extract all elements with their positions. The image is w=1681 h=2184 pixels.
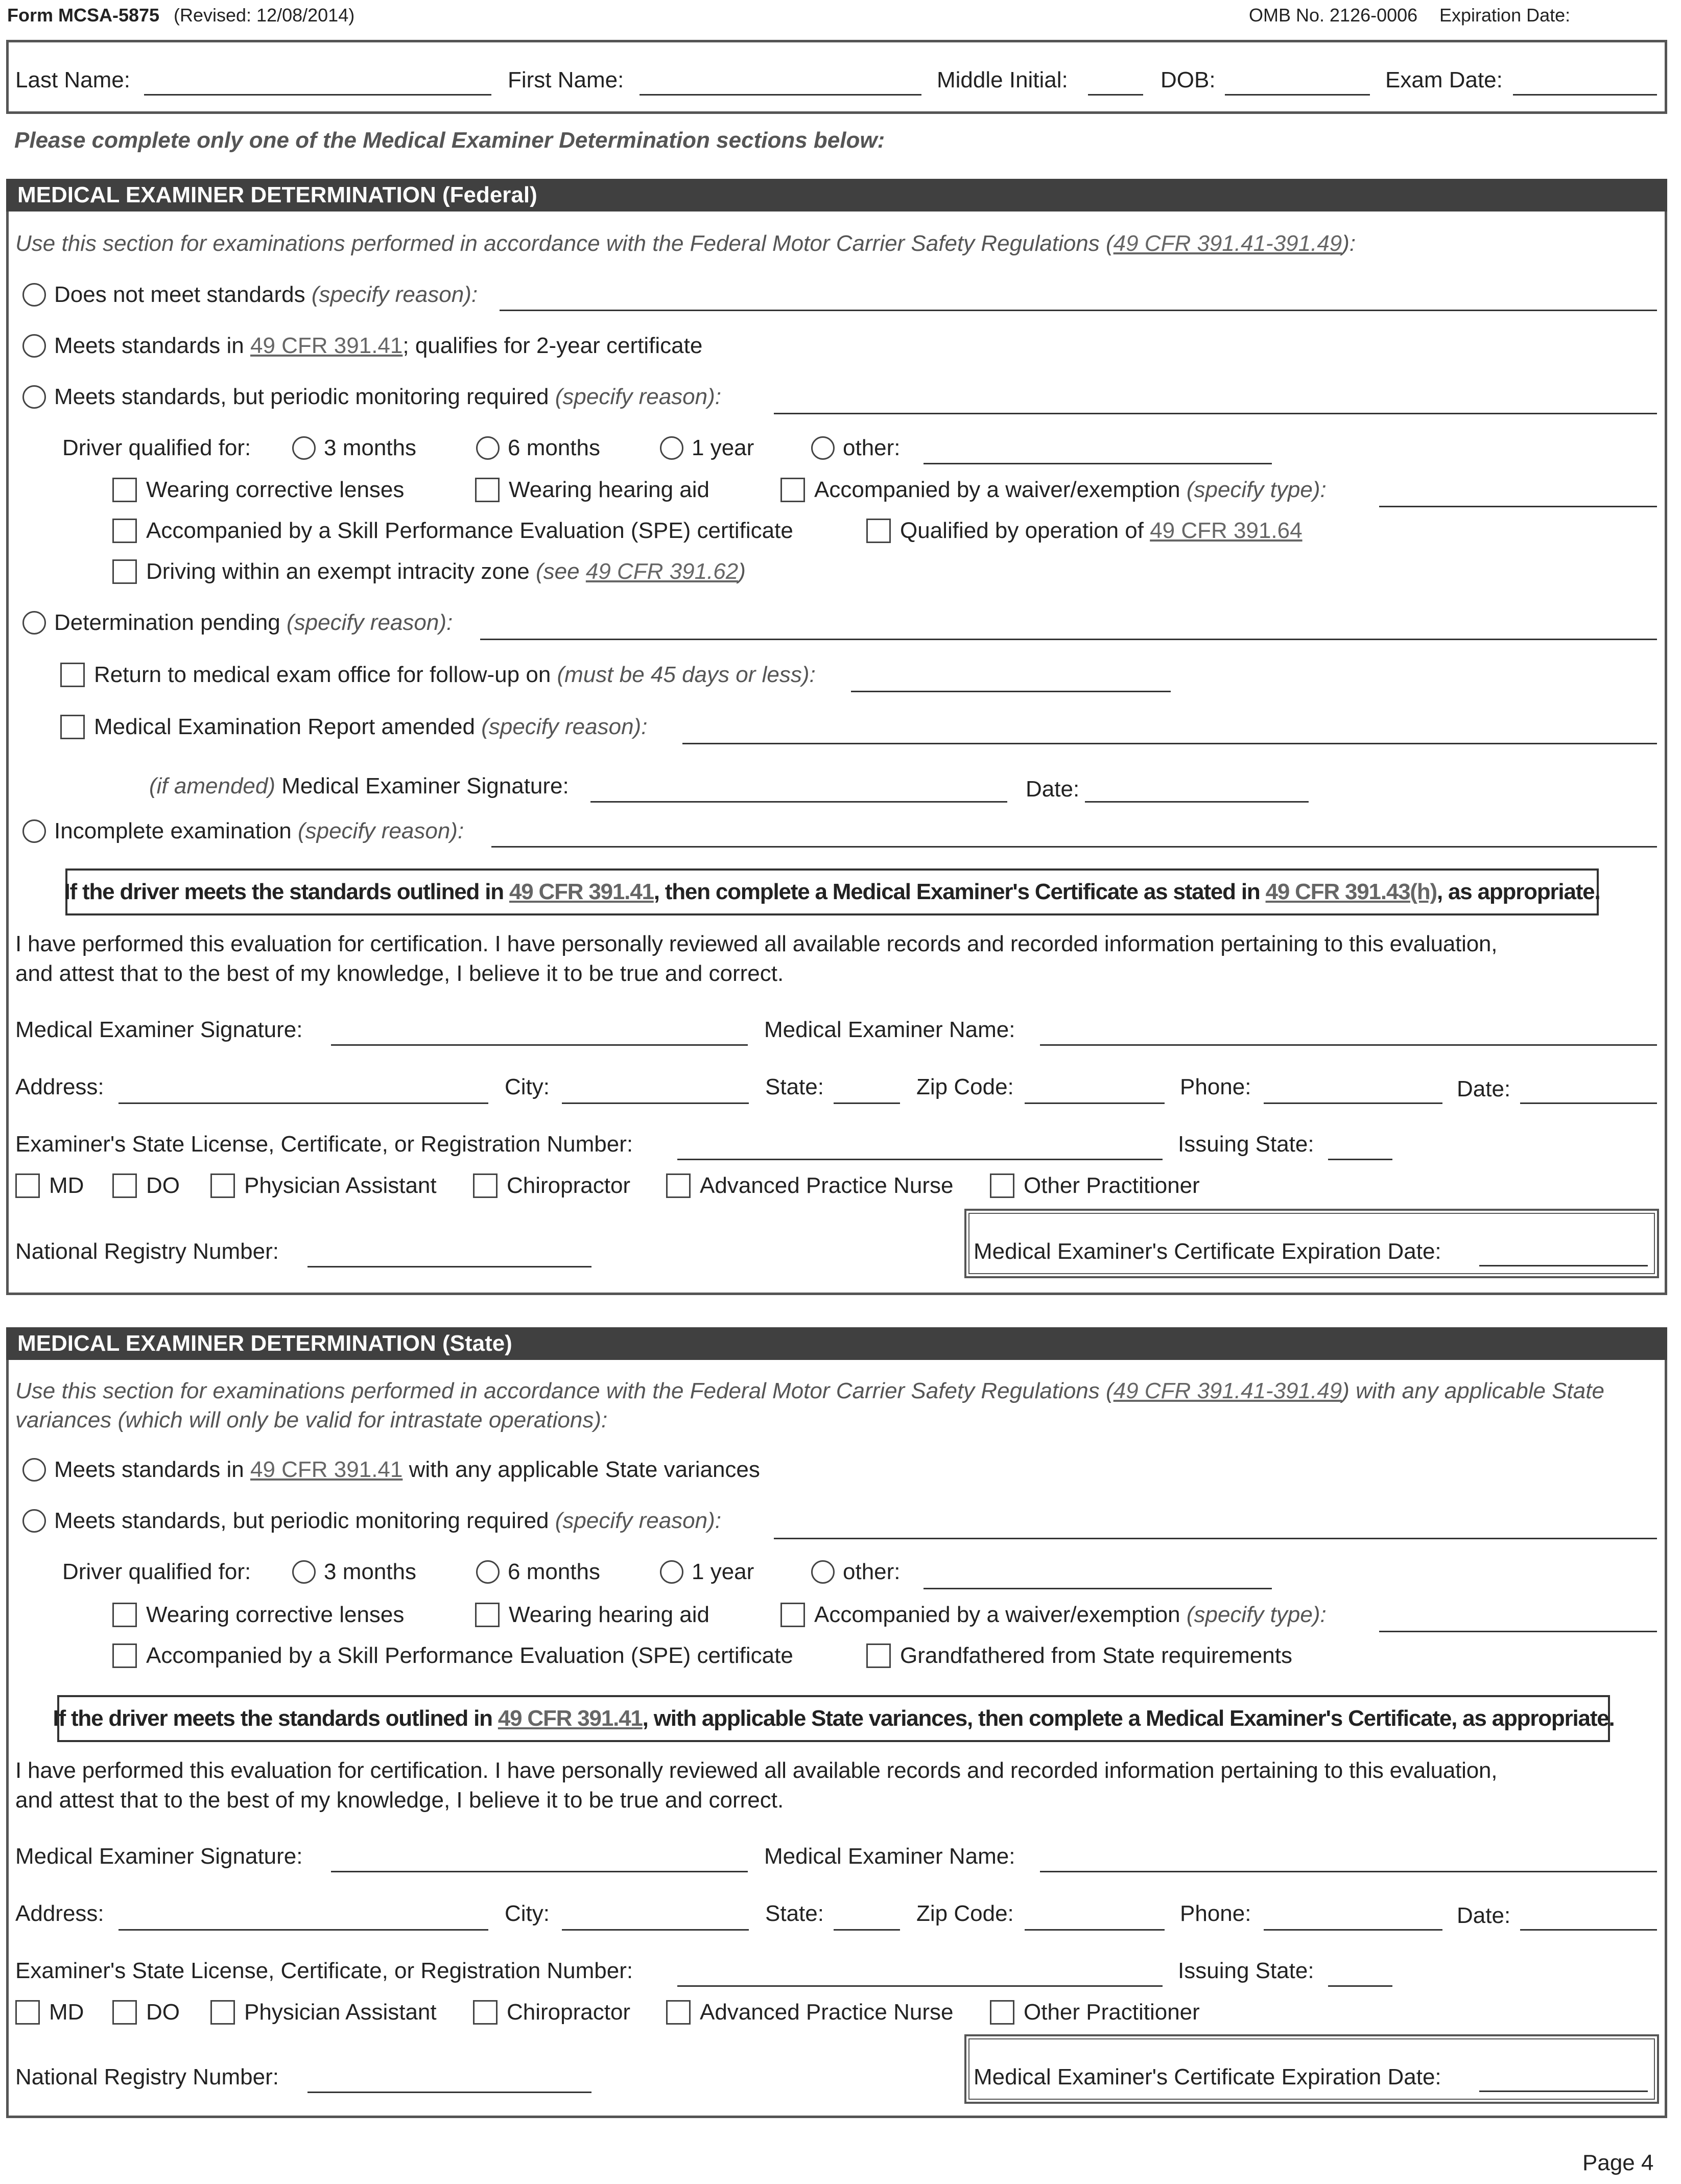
checkbox-state-spe-certificate[interactable] [112,1643,137,1668]
federal-zip-field[interactable] [1025,1102,1165,1104]
state-title: MEDICAL EXAMINER DETERMINATION (State) [6,1327,1667,1360]
does-not-meet-reason-field[interactable] [500,310,1657,311]
state-phone-field[interactable] [1264,1929,1442,1931]
amended-signature-field[interactable] [590,801,1007,803]
state-attest-line-2: and attest that to the best of my knowledge, I believe it to be true and correct. [15,1788,784,1813]
return-follow-up-label: Return to medical exam office for follow-up on [94,662,551,687]
federal-intro: Use this section for examinations performed in accordance with the Federal Motor Carrier Safety Regulations ( [15,231,1114,256]
hearing-aid-label: Wearing hearing aid [509,477,709,502]
federal-other-practitioner-label: Other Practitioner [1024,1173,1200,1198]
radio-incomplete-exam[interactable] [22,819,46,843]
state-advanced-practice-nurse-label: Advanced Practice Nurse [700,2000,954,2025]
periodic-monitoring-label: Meets standards, but periodic monitoring required [54,384,549,409]
state-notice-end: , with applicable State variances, then complete a Medical Examiner's Certificate, as appropriate. [642,1706,1615,1731]
checkbox-federal-chiropractor[interactable] [473,1173,498,1198]
first-name-field[interactable] [640,94,921,96]
state-registry-label: National Registry Number: [15,2064,279,2089]
state-zip-label: Zip Code: [916,1901,1014,1926]
state-date-field[interactable] [1520,1929,1657,1931]
qualified-by-operation-link[interactable]: 49 CFR 391.64 [1150,518,1303,543]
state-6-months-label: 6 months [508,1559,600,1584]
checkbox-state-physician-assistant[interactable] [210,2000,235,2025]
federal-attest-line-2: and attest that to the best of my knowledge, I believe it to be true and correct. [15,961,784,986]
form-id: Form MCSA-5875 [7,5,160,26]
federal-license-field[interactable] [677,1159,1163,1160]
determination-pending-label: Determination pending [54,610,280,635]
expiration-date: Expiration Date: [1439,5,1571,26]
federal-phone-label: Phone: [1180,1074,1251,1099]
qualified-by-operation-label: Qualified by operation of [900,518,1150,543]
federal-intro-link[interactable]: 49 CFR 391.41-391.49 [1113,231,1342,256]
last-name-field[interactable] [144,94,491,96]
federal-notice [65,868,1599,915]
checkbox-state-waiver[interactable] [780,1603,805,1627]
follow-up-date-field[interactable] [851,691,1171,692]
state-state-field[interactable] [834,1929,900,1931]
state-license-label: Examiner's State License, Certificate, or Registration Number: [15,1958,633,1983]
if-amended-note: (if amended) [149,773,276,799]
federal-address-field[interactable] [119,1102,488,1104]
state-issuing-state-field[interactable] [1328,1985,1392,1987]
state-zip-field[interactable] [1025,1929,1165,1931]
federal-signature-field[interactable] [331,1044,748,1046]
checkbox-qualified-by-operation[interactable] [866,519,891,543]
federal-notice-mid: , then complete a Medical Examiner's Certificate as stated in [653,879,1266,904]
incomplete-exam-label: Incomplete examination [54,818,292,843]
federal-md-label: MD [49,1173,84,1198]
federal-examiner-name-label: Medical Examiner Name: [764,1017,1015,1042]
federal-notice-link-1[interactable]: 49 CFR 391.41 [509,879,654,904]
middle-initial-label: Middle Initial: [937,67,1068,92]
state-date-label: Date: [1457,1903,1511,1928]
corrective-lenses-label: Wearing corrective lenses [146,477,405,502]
radio-3-months[interactable] [292,436,316,460]
state-do-label: DO [146,2000,180,2025]
federal-city-label: City: [505,1074,550,1099]
state-examiner-name-field[interactable] [1040,1871,1657,1872]
exam-date-field[interactable] [1513,94,1657,96]
federal-issuing-state-label: Issuing State: [1178,1132,1314,1157]
state-city-field[interactable] [562,1929,749,1931]
amended-signature-label: Medical Examiner Signature: [281,773,569,799]
dob-field[interactable] [1225,94,1370,96]
waiver-type-field[interactable] [1379,506,1657,507]
state-waiver-type-field[interactable] [1379,1631,1657,1632]
checkbox-federal-md[interactable] [15,1173,40,1198]
does-not-meet-note: (specify reason): [311,282,478,307]
federal-advanced-practice-nurse-label: Advanced Practice Nurse [700,1173,954,1198]
checkbox-federal-physician-assistant[interactable] [210,1173,235,1198]
federal-date-field[interactable] [1520,1102,1657,1104]
federal-signature-label: Medical Examiner Signature: [15,1017,303,1042]
state-notice-link[interactable]: 49 CFR 391.41 [498,1706,643,1731]
federal-chiropractor-label: Chiropractor [507,1173,631,1198]
federal-physician-assistant-label: Physician Assistant [244,1173,437,1198]
state-signature-field[interactable] [331,1871,748,1872]
federal-date-label: Date: [1457,1076,1511,1101]
state-intro-end: ) with any applicable State [1342,1378,1604,1403]
checkbox-report-amended[interactable] [60,715,85,739]
federal-license-label: Examiner's State License, Certificate, or Registration Number: [15,1132,633,1157]
checkbox-federal-advanced-practice-nurse[interactable] [666,1173,691,1198]
radio-determination-pending[interactable] [22,611,46,635]
waiver-label: Accompanied by a waiver/exemption [814,477,1180,502]
state-other-practitioner-label: Other Practitioner [1024,2000,1200,2025]
grandfathered-label: Grandfathered from State requirements [900,1643,1292,1668]
federal-state-label: State: [765,1074,824,1099]
federal-do-label: DO [146,1173,180,1198]
checkbox-state-corrective-lenses[interactable] [112,1603,137,1627]
radio-state-other[interactable] [811,1560,835,1584]
report-amended-label: Medical Examination Report amended [94,714,475,739]
radio-other[interactable] [811,436,835,460]
last-name-label: Last Name: [15,67,130,92]
checkbox-return-follow-up[interactable] [60,663,85,687]
state-chiropractor-label: Chiropractor [507,2000,631,2025]
meets-standards-label: Meets standards in [54,333,250,358]
intracity-note: (see [536,559,586,584]
other-label: other: [843,435,901,460]
radio-6-months[interactable] [476,436,500,460]
1-year-label: 1 year [692,435,754,460]
checkbox-grandfathered[interactable] [866,1643,891,1668]
state-md-label: MD [49,2000,84,2025]
state-cert-expiration-field[interactable] [1479,2091,1648,2092]
radio-state-periodic-monitoring[interactable] [22,1509,46,1533]
return-follow-up-note: (must be 45 days or less): [557,662,816,687]
radio-does-not-meet[interactable] [22,283,46,307]
other-duration-field[interactable] [924,463,1272,464]
federal-registry-label: National Registry Number: [15,1239,279,1264]
omb-number: OMB No. 2126-0006 [1249,5,1418,26]
driver-qualified-label: Driver qualified for: [62,435,251,460]
state-periodic-monitoring-note: (specify reason): [555,1508,721,1533]
radio-1-year[interactable] [660,436,683,460]
federal-attest-line-1: I have performed this evaluation for certification. I have personally reviewed all available records and recorded information pertaining to this evaluation, [15,931,1498,956]
dob-label: DOB: [1161,67,1216,92]
state-notice [53,1695,1615,1742]
checkbox-state-do[interactable] [112,2000,137,2025]
federal-city-field[interactable] [562,1102,749,1104]
does-not-meet-label: Does not meet standards [54,282,305,307]
revised-date: (Revised: 12/08/2014) [174,5,355,26]
state-corrective-lenses-label: Wearing corrective lenses [146,1602,405,1627]
waiver-note: (specify type): [1186,477,1327,502]
state-meets-standards-label: Meets standards in [54,1457,250,1482]
checkbox-waiver[interactable] [780,478,805,502]
state-meets-standards-note: with any applicable State variances [403,1457,760,1482]
checkbox-hearing-aid[interactable] [475,478,500,502]
meets-standards-link[interactable]: 49 CFR 391.41 [250,333,403,358]
state-examiner-name-label: Medical Examiner Name: [764,1844,1015,1869]
state-hearing-aid-label: Wearing hearing aid [509,1602,709,1627]
state-issuing-state-label: Issuing State: [1178,1958,1314,1983]
state-registry-field[interactable] [307,2092,591,2093]
radio-state-3-months[interactable] [292,1560,316,1584]
amended-date-label: Date: [1026,777,1080,802]
state-1-year-label: 1 year [692,1559,754,1584]
state-driver-qualified-label: Driver qualified for: [62,1559,251,1584]
first-name-label: First Name: [508,67,624,92]
report-amended-note: (specify reason): [481,714,648,739]
determination-pending-reason-field[interactable] [480,639,1657,640]
state-other-label: other: [843,1559,901,1584]
federal-cert-expiration-field[interactable] [1479,1265,1648,1266]
amended-date-field[interactable] [1085,801,1309,803]
state-address-field[interactable] [119,1929,488,1931]
state-city-label: City: [505,1901,550,1926]
state-periodic-monitoring-reason-field[interactable] [774,1538,1657,1539]
state-signature-label: Medical Examiner Signature: [15,1844,303,1869]
radio-periodic-monitoring[interactable] [22,385,46,409]
periodic-monitoring-note: (specify reason): [555,384,721,409]
checkbox-state-chiropractor[interactable] [473,2000,498,2025]
instruction: Please complete only one of the Medical Examiner Determination sections below: [14,128,885,153]
federal-notice-end: , as appropriate. [1436,879,1600,904]
checkbox-federal-do[interactable] [112,1173,137,1198]
federal-state-field[interactable] [834,1102,900,1104]
report-amended-reason-field[interactable] [682,743,1657,744]
state-3-months-label: 3 months [324,1559,416,1584]
state-notice-text: If the driver meets the standards outlined in [53,1706,498,1731]
intracity-note-end: ) [738,559,746,584]
federal-issuing-state-field[interactable] [1328,1159,1392,1160]
periodic-monitoring-reason-field[interactable] [774,413,1657,414]
incomplete-exam-note: (specify reason): [297,818,464,843]
state-intro-link[interactable]: 49 CFR 391.41-391.49 [1113,1378,1342,1403]
state-physician-assistant-label: Physician Assistant [244,2000,437,2025]
state-cert-expiration-label: Medical Examiner's Certificate Expiration Date: [974,2064,1441,2089]
federal-phone-field[interactable] [1264,1102,1442,1104]
state-other-duration-field[interactable] [924,1588,1272,1589]
federal-examiner-name-field[interactable] [1040,1044,1657,1046]
radio-state-meets-standards[interactable] [22,1458,46,1482]
exam-date-label: Exam Date: [1385,67,1503,92]
radio-meets-standards[interactable] [22,334,46,358]
checkbox-corrective-lenses[interactable] [112,478,137,502]
checkbox-state-hearing-aid[interactable] [475,1603,500,1627]
state-spe-certificate-label: Accompanied by a Skill Performance Evaluation (SPE) certificate [146,1643,793,1668]
spe-certificate-label: Accompanied by a Skill Performance Evaluation (SPE) certificate [146,518,793,543]
federal-zip-label: Zip Code: [916,1074,1014,1099]
intracity-zone-label: Driving within an exempt intracity zone [146,559,530,584]
checkbox-intracity-zone[interactable] [112,559,137,584]
radio-state-6-months[interactable] [476,1560,500,1584]
state-address-label: Address: [15,1901,104,1926]
federal-intro-end: ): [1342,231,1356,256]
incomplete-exam-reason-field[interactable] [491,846,1657,848]
checkbox-state-advanced-practice-nurse[interactable] [666,2000,691,2025]
checkbox-state-md[interactable] [15,2000,40,2025]
state-phone-label: Phone: [1180,1901,1251,1926]
state-state-label: State: [765,1901,824,1926]
federal-address-label: Address: [15,1074,104,1099]
checkbox-federal-other-practitioner[interactable] [990,1173,1014,1198]
middle-initial-field[interactable] [1088,94,1143,96]
state-intro: Use this section for examinations performed in accordance with the Federal Motor Carrier Safety Regulations ( [15,1378,1114,1403]
federal-cert-expiration-label: Medical Examiner's Certificate Expiration Date: [974,1239,1441,1264]
federal-registry-field[interactable] [307,1266,591,1267]
checkbox-spe-certificate[interactable] [112,519,137,543]
state-attest-line-1: I have performed this evaluation for certification. I have personally reviewed all available records and recorded information pertaining to this evaluation, [15,1758,1498,1783]
state-meets-standards-link[interactable]: 49 CFR 391.41 [250,1457,403,1482]
federal-notice-link-2[interactable]: 49 CFR 391.43(h) [1265,879,1437,904]
state-waiver-label: Accompanied by a waiver/exemption [814,1602,1180,1627]
intracity-link[interactable]: 49 CFR 391.62 [585,559,739,584]
3-months-label: 3 months [324,435,416,460]
radio-state-1-year[interactable] [660,1560,683,1584]
meets-standards-note: ; qualifies for 2-year certificate [403,333,703,358]
state-periodic-monitoring-label: Meets standards, but periodic monitoring required [54,1508,549,1533]
state-waiver-note: (specify type): [1186,1602,1327,1627]
federal-notice-text: If the driver meets the standards outlined in [64,879,509,904]
state-license-field[interactable] [677,1985,1163,1987]
page-number: Page 4 [1582,2150,1654,2175]
state-intro-line-2: variances (which will only be valid for intrastate operations): [15,1407,608,1432]
6-months-label: 6 months [508,435,600,460]
checkbox-state-other-practitioner[interactable] [990,2000,1014,2025]
determination-pending-note: (specify reason): [286,610,453,635]
federal-title: MEDICAL EXAMINER DETERMINATION (Federal) [6,179,1667,212]
